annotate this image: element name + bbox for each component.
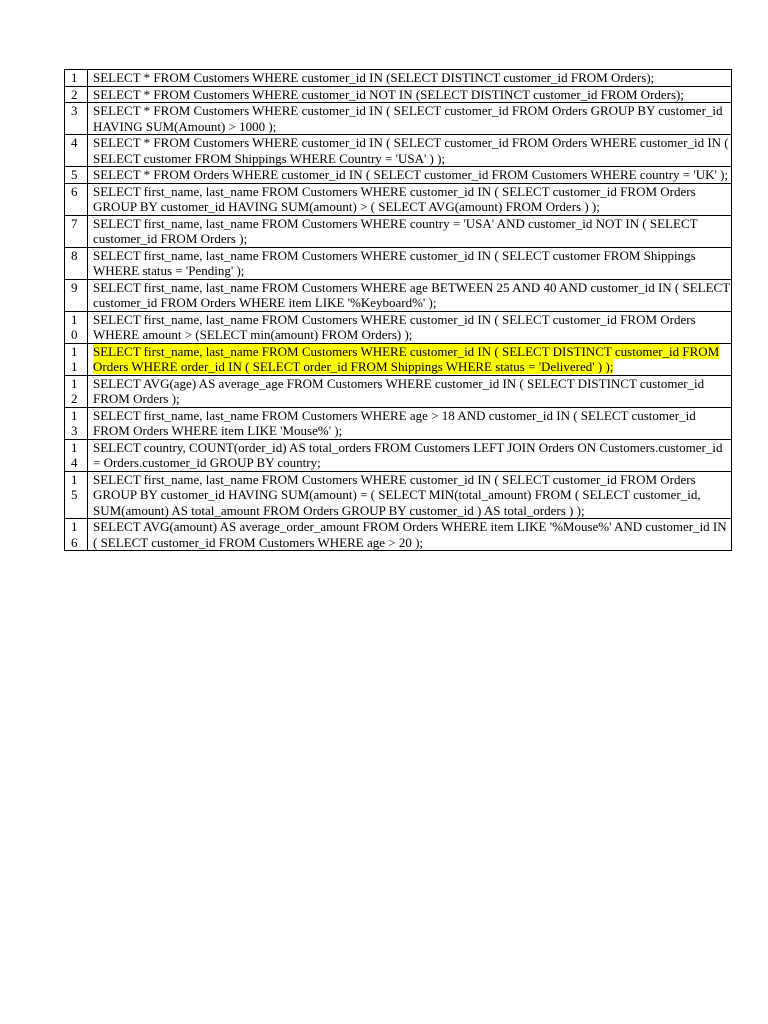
row-number: 8: [71, 247, 78, 263]
row-number-cell: [65, 70, 88, 87]
row-number-cell: [65, 135, 88, 167]
row-number-cell: [65, 375, 88, 407]
row-number: 4: [71, 135, 78, 150]
row-number: 12: [71, 375, 78, 406]
row-number-cell: [65, 167, 88, 184]
row-number-cell: [65, 103, 88, 135]
row-number: 6: [71, 183, 78, 199]
row-number: 15: [71, 471, 78, 502]
sql-query-cell: SELECT first_name, last_name FROM Customers WHERE customer_id IN ( SELECT customer_id FROM Orders WHERE amount > (SELECT min(amount) FROM Orders) );: [88, 311, 732, 343]
sql-query-cell: SELECT first_name, last_name FROM Customers WHERE age BETWEEN 25 AND 40 AND customer_id IN ( SELECT customer_id FROM Orders WHERE item LIKE '%Keyboard%' );: [88, 279, 732, 311]
sql-queries-table: [64, 69, 732, 551]
sql-query-cell: SELECT first_name, last_name FROM Customers WHERE customer_id IN ( SELECT customer_id FROM Orders GROUP BY customer_id HAVING SUM(amount) > ( SELECT AVG(amount) FROM Orders ) );: [88, 183, 732, 215]
table-row: [65, 279, 732, 311]
row-number: 3: [71, 103, 78, 118]
row-number-cell: [65, 311, 88, 343]
row-number-cell: [65, 439, 88, 471]
sql-query-cell: SELECT * FROM Customers WHERE customer_id IN ( SELECT customer_id FROM Orders GROUP BY customer_id HAVING SUM(Amount) > 1000 );: [88, 103, 732, 135]
table-row: [65, 375, 732, 407]
sql-query-cell: SELECT first_name, last_name FROM Customers WHERE age > 18 AND customer_id IN ( SELECT customer_id FROM Orders WHERE item LIKE 'Mouse%' );: [88, 407, 732, 439]
row-number-cell: [65, 86, 88, 103]
table-row: [65, 70, 732, 87]
table-row: [65, 103, 732, 135]
table-row: [65, 471, 732, 519]
row-number: 7: [71, 215, 78, 231]
sql-query-cell: SELECT * FROM Customers WHERE customer_id IN ( SELECT customer_id FROM Orders WHERE customer_id IN ( SELECT customer FROM Shippings WHERE Country = 'USA' ) );: [88, 135, 732, 167]
row-number: 5: [71, 167, 78, 182]
row-number-cell: [65, 343, 88, 375]
table-row: [65, 439, 732, 471]
table-row: [65, 407, 732, 439]
table-row: [65, 247, 732, 279]
row-number: 14: [71, 439, 78, 470]
row-number: 13: [71, 407, 78, 438]
sql-query-cell: SELECT first_name, last_name FROM Customers WHERE customer_id IN ( SELECT customer FROM Shippings WHERE status = 'Pending' );: [88, 247, 732, 279]
table-row-highlighted: [65, 343, 732, 375]
sql-query-cell: SELECT * FROM Customers WHERE customer_id NOT IN (SELECT DISTINCT customer_id FROM Orders);: [88, 86, 732, 103]
table-row: [65, 311, 732, 343]
row-number: 9: [71, 279, 78, 295]
table-row: [65, 135, 732, 167]
sql-query-cell: SELECT * FROM Customers WHERE customer_id IN (SELECT DISTINCT customer_id FROM Orders);: [88, 70, 732, 87]
row-number-cell: [65, 215, 88, 247]
highlighted-sql-query: SELECT first_name, last_name FROM Customers WHERE customer_id IN ( SELECT DISTINCT customer_id FROM Orders WHERE order_id IN ( SELECT order_id FROM Shippings WHERE status = 'Delivered' ) );: [93, 343, 720, 374]
table-row: [65, 167, 732, 184]
sql-query-cell: [88, 343, 732, 375]
row-number-cell: [65, 471, 88, 519]
row-number: 16: [71, 519, 78, 550]
row-number-cell: [65, 519, 88, 551]
table-row: [65, 183, 732, 215]
sql-query-cell: SELECT first_name, last_name FROM Customers WHERE customer_id IN ( SELECT customer_id FROM Orders GROUP BY customer_id HAVING SUM(amount) = ( SELECT MIN(total_amount) FROM ( SELECT customer_id, SUM(amount) AS total_amount FROM Orders GROUP BY customer_id ) AS total_orders ) );: [88, 471, 732, 519]
row-number: 1: [71, 70, 78, 85]
row-number-cell: [65, 183, 88, 215]
sql-query-cell: SELECT * FROM Orders WHERE customer_id IN ( SELECT customer_id FROM Customers WHERE country = 'UK' );: [88, 167, 732, 184]
row-number: 11: [71, 343, 78, 374]
table-row: [65, 215, 732, 247]
row-number-cell: [65, 279, 88, 311]
sql-query-cell: SELECT first_name, last_name FROM Customers WHERE country = 'USA' AND customer_id NOT IN ( SELECT customer_id FROM Orders );: [88, 215, 732, 247]
sql-query-cell: SELECT AVG(amount) AS average_order_amount FROM Orders WHERE item LIKE '%Mouse%' AND customer_id IN ( SELECT customer_id FROM Customers WHERE age > 20 );: [88, 519, 732, 551]
row-number: 2: [71, 86, 78, 102]
row-number: 10: [71, 311, 78, 342]
sql-query-cell: SELECT AVG(age) AS average_age FROM Customers WHERE customer_id IN ( SELECT DISTINCT customer_id FROM Orders );: [88, 375, 732, 407]
row-number-cell: [65, 247, 88, 279]
sql-query-cell: SELECT country, COUNT(order_id) AS total_orders FROM Customers LEFT JOIN Orders ON Customers.customer_id = Orders.customer_id GROUP BY country;: [88, 439, 732, 471]
table-row: [65, 86, 732, 103]
row-number-cell: [65, 407, 88, 439]
table-row: [65, 519, 732, 551]
